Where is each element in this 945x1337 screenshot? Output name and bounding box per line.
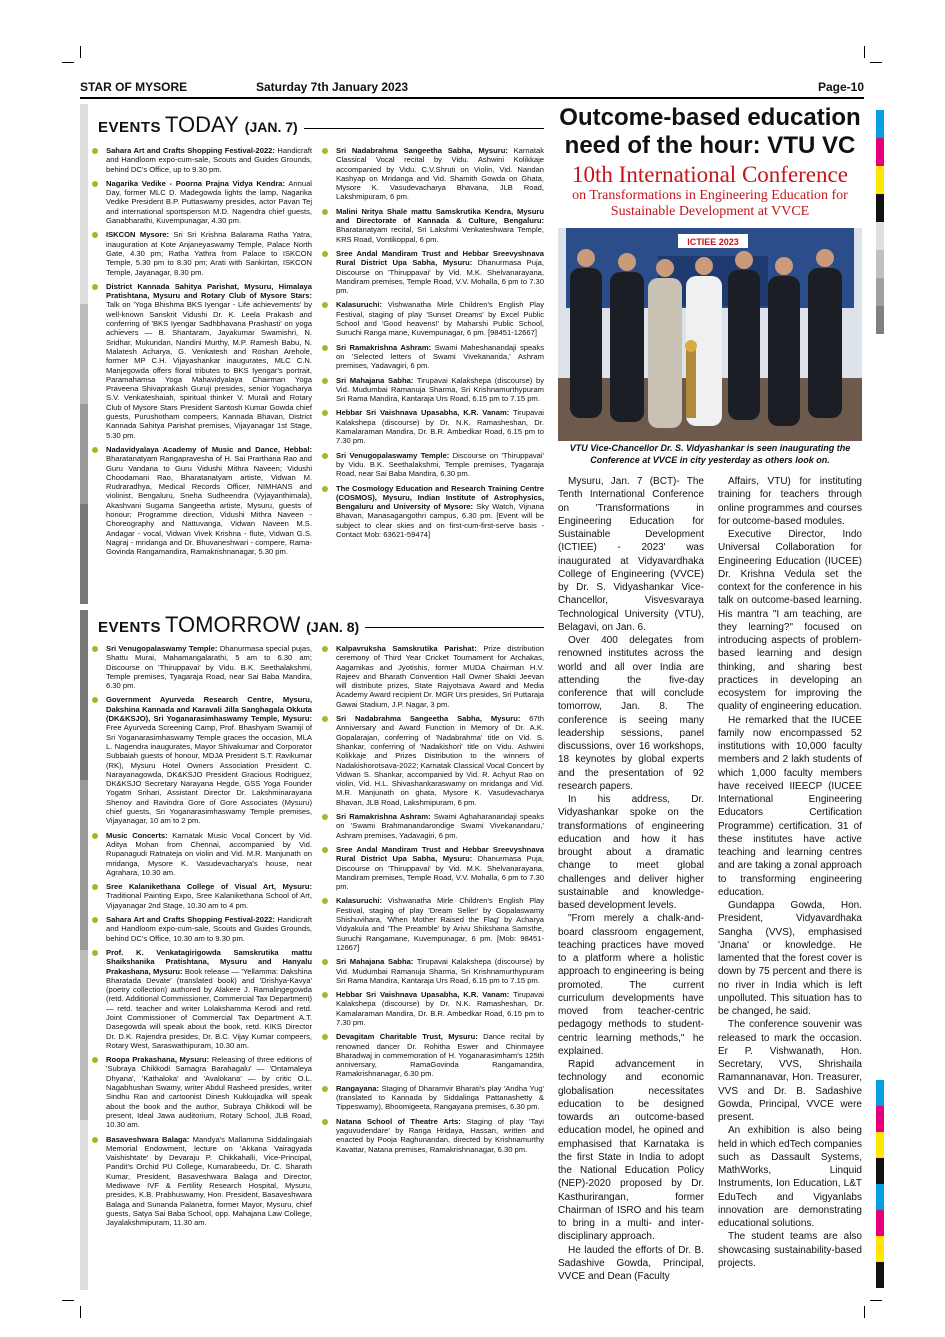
article-paragraph: The conference souvenir was released to mark the occasion. Er P. Vishwanath, Hon. Secretary, VVS, Shrishaila Ramannanavar, Hon. Treasurer, VVS and Dr. B. Sadashive Gowda, Principal, VVCE were present. — [718, 1019, 862, 1123]
bullet-icon — [322, 1034, 328, 1040]
event-details: Karnatak Music Vocal Concert by Vid. Aditya Mohan from Chennai, accompanied by Vid. Rupanagudi Ratnateja on violin and Vid. M.R. Manjunath on mridanga, Mysore K. Vasudevacharya's house, near Agrahara, 10.30 am. — [106, 830, 313, 877]
event-item — [320, 1084, 544, 1112]
event-details: Vishwanatha Mirle Children's English Play Festival, staging of play 'Sunset Dreams' by Excel Public School and 'Good heavens!' by Maharshi Public School, Suruchi Ranga mane, Kuvempunagar, 6 pm. [98451-12667] — [336, 300, 544, 338]
event-details: Bharatanatyam Rangapravesha of H. Sai Prarthana Rao and Guru Vandana to Guru Vidushi Mithra Naveen; Vidushi Choodamani Rao, Bharatanatyam artiste, Vidwan M. Rudraradhya, Medical Records Officer, NIMHANS and violinist, Bengaluru, Sneha Sudheendra (Vyjayanthimala), Akashvani Sugama Sangeetha artiste, Mysuru, guests of honour; Programme direction, Vidushi Mithra Naveen - Choreography and Nattuvanga, Vidwan Naveen M.S. Andagar - vocal, Vidwan Vivek Krishna - flute, Vidwan G.S. Nagraj - mridanga and Dr. Bhuvaneshwari - compere, Rama-Govinda Rangamandira, Ramakrishnanagar, 5.30 pm. — [106, 454, 312, 557]
event-organizer: Sri Mahajana Sabha: — [336, 375, 414, 385]
event-item — [320, 1032, 544, 1078]
article-column-1 — [558, 475, 704, 1283]
event-details: Sri Sri Krishna Balarama Ratha Yatra, inauguration at Kote Anjaneyaswamy Temple, Palace North Gate, 4.30 pm; Ratha Yathra from Palace to ISKCON Temple, 5.30 pm to 8.30 pm; Arati with Sankirtan, ISKCON Temple, Jayanagar, 8.30 pm. — [106, 230, 312, 277]
event-details: Traditional Painting Expo, Sree Kalanikethana School of Art, Vijayanagar 2nd Stage, 10.30 am to 4 pm. — [106, 891, 312, 910]
event-item — [320, 990, 544, 1027]
bullet-icon — [92, 148, 98, 154]
event-details: Sky Watch, Vijnana Bhavan, Manasagangothri campus, 6.30 pm. [Event will be subject to clear skies and on first-cum-first-serve basis - Contact Mob: 63621-59474] — [336, 502, 544, 539]
bullet-icon — [322, 1119, 328, 1125]
bullet-icon — [322, 898, 328, 904]
event-organizer: Hebbar Sri Vaishnava Upasabha, K.R. Vanam: — [336, 408, 510, 418]
gutter-bar — [80, 610, 88, 1290]
event-item — [90, 179, 312, 225]
event-organizer: Kalasuruchi: — [336, 300, 382, 310]
masthead — [80, 78, 864, 96]
event-details: Vishwanatha Mirle Children's English Play Festival, staging of play 'Dream Seller' by Gopalaswamy Shishuvihara, 'When Mother Raised the Flag' by Acharya Vidyakula and 'The Preamble' by Arivu Shikshana Samsthe, Suruchi Rangamane, Kuvempunagar, 6 pm. [Mob: 98451-12667] — [336, 896, 544, 952]
event-organizer: Sahara Art and Crafts Shopping Festival-2022: — [106, 915, 275, 925]
bullet-icon — [322, 992, 328, 998]
issue-date: Saturday 7th January 2023 — [256, 80, 409, 94]
event-organizer: Sri Mahajana Sabha: — [336, 957, 414, 967]
event-details: Prize distribution ceremony of Third Year Cricket Tournament for Archakas, Aagamikas and Jyotishis, former MUDA Chairman H.V. Rajeev and Bharath Convention Hall Owner Shakti Jeevan will distribute prizes, State Rajyotsava Award and Media Academy Award recipient Dr. MGR Urs presides, Sri Puttaraja Gawai Stadium, J.P. Nagar, 3 pm. — [336, 644, 544, 709]
event-organizer: Sri Ramakrishna Ashram: — [336, 342, 432, 352]
event-organizer: Nadavidyalaya Academy of Music and Dance, Hebbal: — [106, 444, 312, 454]
event-item — [320, 957, 544, 985]
event-organizer: Sri Nadabrahma Sangeetha Sabha, Mysuru: — [336, 714, 521, 724]
event-details: Dhanurmasa special pujas, Shattu Murai, Mahamangalarathi, 5 am to 6.30 am; Discourse on 'Thiruppavai' by Vidu. B.K. Seethalakshmi, Temple premises, Tyagaraja Road, near Sai Baba Mandira, 6.30 pm. — [106, 644, 312, 691]
event-item — [320, 845, 544, 891]
event-item — [320, 343, 544, 371]
event-item — [90, 146, 312, 174]
event-details: Tirupavai Kalakshepa (discourse) by Vid. Mudumbai Ramanuja Sharma, Sri Krishnamurthypuram Sri Rama Mandira, Kantaraja Urs Road, 6.15 pm to 7.15 pm. — [336, 957, 544, 985]
event-organizer: Sri Venugopalaswamy Temple: — [106, 644, 218, 653]
bullet-icon — [322, 453, 328, 459]
bullet-icon — [322, 251, 328, 257]
event-item — [320, 146, 544, 202]
event-item — [320, 207, 544, 244]
article-paragraph: Affairs, VTU) for instituting training for teachers through online programmes and courses for outcome-based modules. — [718, 476, 862, 527]
event-item — [320, 451, 544, 479]
heading-events: EVENTS — [98, 619, 162, 636]
events-tomorrow-column-2 — [320, 644, 544, 1159]
bullet-icon — [92, 950, 98, 956]
event-details: Staging of play 'Tayi yaguvudendare' by Ranga Hridaya, Hassan, written and enacted by Pooja Raghunandan, directed by Krishnamurthy Kavattar, Natana premises, Ramakrishnanagar, 6.30 pm. — [336, 1116, 544, 1154]
masthead-rule — [80, 97, 864, 99]
event-organizer: Sri Ramakrishna Ashram: — [336, 812, 431, 822]
crop-mark — [62, 62, 74, 63]
event-details: Tirupavai Kalakshepa (discourse) by Dr. N.K. Ramasheshan, Dr. Kamalaraman Mandira, Dr. B.R. Ambedkar Road, 6.15 pm to 7.30 pm. — [336, 408, 544, 446]
bullet-icon — [322, 302, 328, 308]
article-paragraph: He lauded the efforts of Dr. B. Sadashive Gowda, Principal, VVCE and Dean (Faculty — [558, 1244, 704, 1282]
event-details: Tirupavai Kalakshepa (discourse) by Dr. N.K. Ramasheshan, Dr. Kamalaraman Mandira, Dr. B.R. Ambedkar Road, 6.15 pm to 7.30 pm. — [336, 990, 544, 1027]
event-item — [90, 695, 312, 825]
event-organizer: Sri Nadabrahma Sangeetha Sabha, Mysuru: — [336, 146, 508, 155]
event-organizer: Sahara Art and Crafts Shopping Festival-2022: — [106, 146, 275, 155]
bullet-icon — [322, 378, 328, 384]
event-details: Karnatak Classical Vocal recital by Vidu. Ashwini Kolikkaje accompanied by Vidu. C.V.Shruti on Violin, Vid. Nandan Kashyap on Mridanga and Vid. Shamith Gowda on Ghata, Mysore K. Vasudevacharya Bhavana, JLB Road, Lakshmipuram, 6 pm. — [336, 146, 544, 202]
bullet-icon — [322, 345, 328, 351]
bullet-icon — [322, 148, 328, 154]
event-item — [90, 1135, 312, 1228]
event-organizer: Kalpavruksha Samskrutika Parishat: — [336, 644, 477, 653]
event-item — [320, 714, 544, 807]
event-details: Discourse on 'Thiruppavai' by Vidu. B.K. Seethalakshmi, Temple premises, Tyagaraja Road, near Sai Baba Mandira, 6.30 pm. — [336, 450, 544, 479]
event-details: Dance recital by renowned dancer Dr. Rohitha Eswer and Chinmayee Bharadwaj in commemoration of H. Yoganarasimham's 125th anniversary, RamaGovinda Rangamandira, Ramakrishnanagar, 6.30 pm. — [336, 1032, 544, 1079]
event-item — [320, 300, 544, 337]
event-details: Releasing of three editions of 'Subraya Chikkodi Samagra Barahagalu' — 'Ontamaleya Dhyana', 'Kathaloka' and 'Avalokana' — by critic O.L. Nagabhushan Swamy, writer Abdul Rasheed presides, writer Sindhu Rao and cartoonist Dinesh Kukkujadka will speak about the book and the author, Subraya Chikkodi will be present, Ideal Jawa auditorium, Rotary School, JLB Road, 10.30 am. — [106, 1055, 312, 1130]
event-organizer: Kalasuruchi: — [336, 896, 382, 906]
event-details: 67th Anniversary and Award Function in Memory of Dr. A.K. Gopalarajan, conferring of 'Nadabrahma' title on Vid. S. Shankar, conferring of 'Nadakishori' title on Vidu. Ashwini Kolikkaje and Prizes Distribution to the winners of Nadakishorotsava-2022; Karnatak Classical Vocal Concert by Vidwan S. Shankar, accompanied by Vid. R. Achyut Rao on violin, Vid. H.L. Shivashankaraswamy on mridanga and Vid. M.R. Manjunath on ghata, Mysore K. Vasudevacharya Bhavan, JLB Road, Lakshmipuram, 6 pm. — [336, 714, 545, 807]
article-paragraph: Gundappa Gowda, Hon. President, Vidyavardhaka Sangha (VVS), emphasised 'Jnana' or knowledge. He lamented that the forest cover is down by 75 percent and there is no river in India which is left unpolluted. This situation has to be changed, he said. — [718, 900, 862, 1017]
bullet-icon — [322, 814, 328, 820]
event-organizer: Natana School of Theatre Arts: — [336, 1116, 461, 1126]
photo-caption: VTU Vice-Chancellor Dr. S. Vidyashankar is seen inaugurating the Conference at VVCE in city yesterday as others look on. — [569, 443, 851, 465]
bullet-icon — [322, 847, 328, 853]
bullet-icon — [92, 917, 98, 923]
bullet-icon — [92, 646, 98, 652]
event-details: Free Ayurveda Screening Camp, Prof. Bhashyam Swamiji of Sri Yoganarasimhaswamy Temple graces the occasion, MLA L. Nagendra inaugurates, Mayor Shivakumar and Corporator Subbaiah guests of honour, MDJA President S.T. Ravikumar (RK), Mysuru Hotel Owners Association President C. Narayanagowda, DK&KSJO President Gracious Rodriguez, DK&KSJO Secretary Narayana Hegde, GSS Yoga Founder Yogatm Srihari, Assistant Director Dr. Lakshminarayana Shenoy and Ravindra Gore of Gore Associates (Mysuru) chief guests, Sri Yoganarasimhaswamy Temple premises, Vijayanagar, 10 am to 2 pm. — [106, 723, 312, 826]
event-organizer: Sree Andal Mandiram Trust and Hebbar Sreevyshnava Rural District Upa Sabha, Mysuru: — [336, 844, 544, 864]
event-organizer: Rangayana: — [336, 1083, 380, 1093]
heading-date: (JAN. 7) — [244, 119, 298, 135]
event-details: Dhanurmasa Puja, Discourse on 'Thiruppavai' by Vid. M.K. Shelvanarayana, Mandiram premises, Temple Road, V.V. Mohalla, 6 pm to 7.30 pm. — [336, 854, 544, 892]
bullet-icon — [92, 447, 98, 453]
event-item — [320, 812, 544, 840]
crop-mark — [80, 1306, 81, 1318]
article-subhead: 10th International Conference — [572, 162, 848, 187]
event-details: Book release — 'Yellamma: Dakshina Bharatada Devate' (translated book) and 'Drishya-Kavya' (poetry collection) authored by Alakere J. Ramalingegowda (retd. Additional Commissioner, Commercial Tax Department) — retd. teacher and writer Lolakshamma Kerodi and retd. Joint Commissioner of Commercial Tax Department A.T. Dasegowda will speak about the book, retd. KIKS Director Dr. D.K. Rajendra presides, Dr. B.C. Vijay Kumar compeers, Rotary West, Saraswathipuram, 10.30 am. — [106, 966, 313, 1050]
bullet-icon — [92, 284, 98, 290]
paper-name: STAR OF MYSORE — [80, 80, 188, 94]
events-today-column-2 — [320, 146, 544, 544]
page-number: Page-10 — [817, 80, 864, 94]
article-paragraph: The student teams are also showcasing sustainability-based projects. — [718, 1231, 862, 1269]
photo-banner-text: ICTIEE 2023 — [687, 237, 739, 247]
event-item — [90, 230, 312, 276]
event-details: Swami Aghaharanandaji speaks on 'Swami Brahmanandarondige Swami Vivekanandaru,' Ashram premises, Yadavagiri, 6 pm. — [336, 812, 544, 840]
article-paragraph: An exhibition is also being held in which edTech companies such as Dassault Systems, MathWorks, Linquid Instruments, Ion Education, L&T EduTech and Vigyanlabs innovation are demonstrating educational solutions. — [718, 1125, 862, 1229]
event-item — [90, 282, 312, 440]
event-details: Mandya's Mallamma Siddalingaiah Memorial Endowment, lecture on 'Akkana Vairagyada Vaishishtate' by Devaraju P. Chikkahalli, Vice-Principal, Pandit's Orchid PU College, Kumarabeedu, Dr. C. Sharath Kumar, President, Basaveshwara Balaga and Director, Mediwave IVF & Fertility Research Hospital, Mysuru, presides, K.B. Prabhuswamy, Hon. President, Basaveshwara Balaga and Sunanda Palanetra, former Mayor, Mysuru, chief guests, Satya Sai Baba School, opp. Mahajana Law College, Jayalakshmipuram, 11.30 am. — [106, 1134, 313, 1228]
article-paragraph: Mysuru, Jan. 7 (BCT)- The Tenth International Conference on 'Transformations in Engineering Education for Sustainable Development (ICTIEE) - 2023' was inaugurated at Vidyavardhaka College of Engineering (VVCE) by Dr. S. Vidyashankar Vice-Chancellor, Visvesvaraya Technological University (VTU), Belagavi, on Jan. 6. — [558, 476, 704, 633]
events-tomorrow-column-1 — [90, 644, 312, 1233]
event-organizer: Basaveshwara Balaga: — [106, 1134, 190, 1144]
article-paragraph: Over 400 delegates from renowned institutes across the world and all over India are attending the five-day conference that will conclude tomorrow, Jan. 8. The conference is seeing many leadership sessions, panel discussions, over 16 workshops, 18 keynotes by global experts and the presentation of 92 research papers. — [558, 635, 704, 792]
event-organizer: ISKCON Mysore: — [106, 230, 170, 240]
event-organizer: Hebbar Sri Vaishnava Upasabha, K.R. Vanam: — [336, 990, 510, 1000]
crop-mark — [870, 1300, 882, 1301]
event-organizer: Devagitam Charitable Trust, Mysuru: — [336, 1032, 478, 1042]
event-item — [90, 948, 312, 1050]
event-organizer: The Cosmology Education and Research Training Centre (COSMOS), Mysuru, Indian Institute of Astrophysics, Bengaluru and University of Mysore: — [336, 483, 544, 512]
event-item — [320, 249, 544, 295]
event-details: Dhanurmasa Puja, Discourse on 'Thiruppavai' by Vid. M.K. Shelvanarayana, Mandiram premises, Temple Road, V.V. Mohalla, 6 pm to 7.30 pm. — [336, 258, 544, 296]
bullet-icon — [322, 410, 328, 416]
event-organizer: Malini Nritya Shale mattu Samskrutika Kendra, Mysuru and Directorate of Kannada & Culture, Bengaluru: — [336, 206, 544, 226]
bullet-icon — [322, 1086, 328, 1092]
conference-photo — [558, 228, 862, 441]
event-item — [320, 1117, 544, 1154]
bullet-icon — [92, 697, 98, 703]
event-details: Bharatanatyam recital, Sri Lakshmi Venkateshwara Temple, KRS Road, Vontikoppal, 6 pm. — [336, 225, 544, 244]
gutter-bar — [80, 104, 88, 604]
color-registration-strip — [876, 1080, 884, 1288]
article-paragraph: Rapid advancement in technology and economic globalisation necessitates education to be designed towards an outcome-based education model, he opined and emphasised that Karnataka is the first State in India to adopt the National Education Policy (NEP)-2020 proposed by Dr. Kasthurirangan, former Chairman of ISRO and his team to bring in a multi- and inter-disciplinary approach. — [558, 1059, 704, 1243]
event-organizer: Nagarika Vedike - Poorna Prajna Vidya Kendra: — [106, 178, 286, 188]
event-item — [90, 915, 312, 943]
bullet-icon — [322, 716, 328, 722]
event-details: Handicraft and Handloom expo-cum-sale, Scouts and Guides Grounds, behind DC's Office, up to 9.30 pm. — [106, 146, 312, 174]
crop-mark — [80, 46, 81, 58]
event-item — [320, 484, 544, 540]
event-details: Tirupavai Kalakshepa (discourse) by Vid. Mudumbai Ramanuja Sharma, Sri Krishnamurthypuram Sri Rama Mandira, Kantaraja Urs Road, 6.15 pm to 7.15 pm. — [336, 375, 544, 404]
event-details: Swami Maheshanandaji speaks on 'Selected letters of Swami Vivekananda,' Ashram premises, Yadavagiri, 6 pm. — [336, 342, 545, 371]
events-today-heading — [90, 112, 304, 142]
event-details: Annual Day, former MLC D. Madegowda lights the lamp, Nagarika Vedike President B.P. Puttaswamy presides, actor Pavan Tej and international sportsperson M.D. Nagendra chief guests, Ganabharathi, Kuvempunagar, 4.30 pm. — [106, 178, 312, 226]
article-paragraph: Executive Director, Indo Universal Collaboration for Engineering Education (IUCEE) Dr. Krishna Vedula set the context for the conference in his talk on outcome-based learning. His mantra "I am teaching, are they learning?" focused on introducing aspects of problem-based learning and design thinking, and sharing best practices in developing an ecosystem for improving the quality of engineering education. — [718, 529, 862, 713]
event-organizer: Sree Kalanikethana College of Visual Art, Mysuru: — [106, 882, 312, 892]
article-headline: Outcome-based education need of the hour: VTU VC — [559, 104, 861, 159]
article-paragraph: In his address, Dr. Vidyashankar spoke on the transformations of engineering education and how it has brought about a dramatic change to meet global challenges and deliver higher sustainable and knowledge-based development levels. — [558, 794, 704, 911]
events-tomorrow-heading — [90, 612, 365, 642]
event-details: Staging of Dharamvir Bharati's play 'Andha Yug' (translated to Kannada by Siddalinga Pattanashetty & Tippeswamy), Bhoomigeeta, Rangayana premises, 6.30 pm. — [336, 1083, 544, 1112]
bullet-icon — [92, 232, 98, 238]
article-paragraph: He remarked that the IUCEE family now encompassed 52 institutions with 10,000 faculty members and 2 lakh students of which 1,000 faculty members have received IIEECP (IUCEE International Engineering Educators Certification Programme) certification. 31 of these institutes have active teaching and learning centres and are taking a zonal approach to transforming engineering education. — [718, 714, 862, 898]
crop-mark — [864, 46, 865, 58]
event-organizer: Roopa Prakashana, Mysuru: — [106, 1055, 210, 1065]
event-item — [90, 882, 312, 910]
bullet-icon — [322, 959, 328, 965]
heading-today: TODAY — [165, 112, 239, 137]
bullet-icon — [322, 486, 328, 492]
bullet-icon — [322, 646, 328, 652]
event-organizer: Sree Andal Mandiram Trust and Hebbar Sreevyshnava Rural District Upa Sabha, Mysuru: — [336, 248, 544, 268]
bullet-icon — [92, 833, 98, 839]
crop-mark — [62, 1300, 74, 1301]
event-item — [90, 445, 312, 557]
bullet-icon — [92, 1057, 98, 1063]
crop-mark — [870, 62, 882, 63]
event-organizer: Government Ayurveda Research Centre, Mysuru, Dakshina Kannada and Karavali Jilla Sanghagala Okkuta (DK&KSJO), Sri Yoganarasimhaswamy Temple, Mysuru: — [106, 695, 312, 724]
crop-mark — [864, 1306, 865, 1318]
bullet-icon — [92, 884, 98, 890]
event-organizer: Prof. K. Venkatagirigowda Samskrutika mattu Shaikshanika Pratishtana, Mysuru and Hanyalu Prakashana, Mysuru: — [106, 947, 312, 976]
event-item — [320, 644, 544, 709]
heading-tomorrow: TOMORROW — [165, 612, 301, 637]
bullet-icon — [92, 1137, 98, 1143]
event-organizer: District Kannada Sahitya Parishat, Mysuru, Himalaya Pratishtana, Mysuru and Rotary Club of Mysore Stars: — [106, 281, 312, 301]
heading-date: (JAN. 8) — [306, 619, 360, 635]
heading-events: EVENTS — [98, 119, 162, 136]
events-today-column-1 — [90, 146, 312, 561]
event-organizer: Sri Venugopalaswamy Temple: — [336, 450, 450, 460]
event-item — [320, 408, 544, 445]
bullet-icon — [322, 209, 328, 215]
event-details: Handicraft and Handloom expo-cum-sale, Scouts and Guides Grounds, behind DC's Office, 10.30 am to 9.30 pm. — [106, 915, 312, 943]
event-item — [90, 1055, 312, 1129]
event-item — [320, 896, 544, 952]
article-subhead-2: on Transformations in Engineering Education for Sustainable Development at VVCE — [572, 188, 848, 219]
event-item — [90, 644, 312, 690]
event-details: Talk on 'Yoga Bhishma BKS Iyengar - Life achievements' by well-known Sanskrit Vidushi Dr. K. Leela Prakash and conferring of 'BKS Iyengar Sadhbhavana Prashasti' on yoga achievers — B. Shantaram, Jayakumar Swamishri, N. Sridhar, Mukundan, Nandini Murthy, M.P. Ramesh Babu, N. Malatesh Acharya, G. Venkatesh and Roshan Arehole, former MP C.H. Vijayashankar inaugurates, MLC C.N. Manjegowda offers floral tributes to BKS Iyengar's portrait, Paramahamsa Yoga Mahavidyalaya Chairman Yoga Praveena Shivaprakash Guruji presides, senior Yogacharya S.V. Venkateshaiah, spiritual thinker V. Murali and Rotary Club of Mysore Stars President Santosh Kumar Gowda chief guests, Purushotham compeers, Kannada Bhavan, District Kannada Sahitya Parishat premises, Vijayanagar 1st Stage, 5.30 pm. — [106, 300, 312, 440]
bullet-icon — [92, 181, 98, 187]
color-registration-strip — [876, 110, 884, 334]
event-item — [90, 831, 312, 877]
event-organizer: Music Concerts: — [106, 830, 168, 840]
event-item — [320, 376, 544, 404]
article-column-2 — [718, 475, 862, 1270]
article-paragraph: "From merely a chalk-and-board classroom engagement, teaching practices have moved to a platform where a holistic approach to engineering is being promoted. The current curriculum developments have moved from teacher-centric pedagogy methods to student-centric learning methods," he explained. — [558, 913, 704, 1057]
